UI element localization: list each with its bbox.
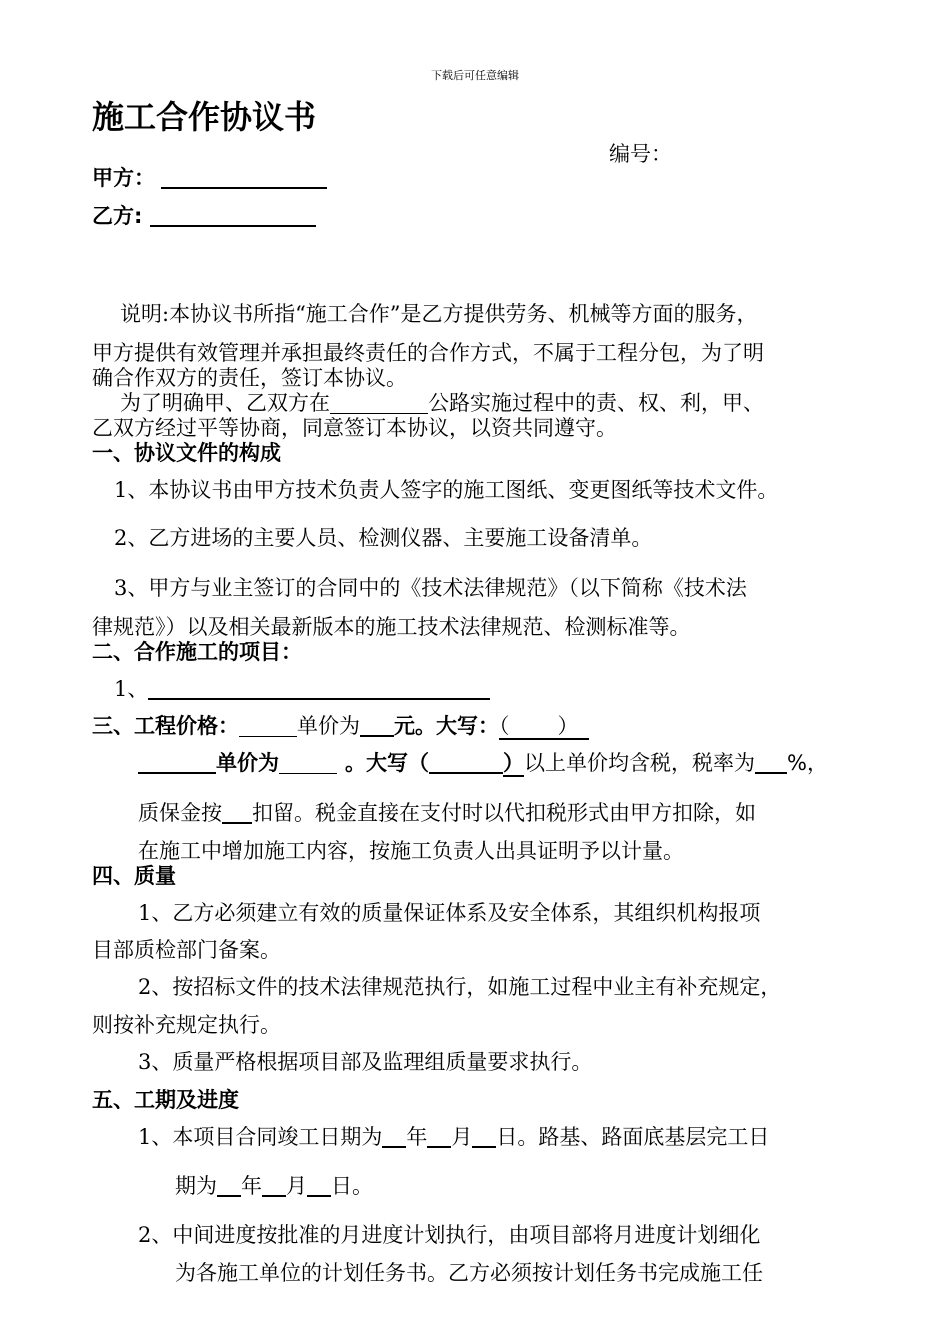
daxie-2-label: 。大写（ [345, 751, 429, 775]
party-a-label: 甲方： [92, 166, 155, 190]
daxie-2-rparen: ） [503, 751, 524, 775]
party-a-line [92, 162, 327, 192]
daxie-2-blank [429, 752, 503, 774]
tax-rate-text: 以上单价均含税，税率为 [524, 751, 755, 775]
section-1-item-2: 2、乙方进场的主要人员、检测仪器、主要施工设备清单。 [114, 526, 653, 550]
retention-label: 质保金按 [138, 801, 222, 825]
number-label: 编号： [609, 142, 672, 166]
intro-line-2: 甲方提供有效管理并承担最终责任的合作方式，不属于工程分包，为了明 [92, 341, 764, 365]
section-5-item-2a: 2、中间进度按批准的月进度计划执行，由项目部将月进度计划细化 [138, 1223, 761, 1247]
section-2-heading: 二、合作施工的项目： [92, 640, 302, 664]
unit-price-label: 单价为 [297, 714, 360, 738]
section-5-heading: 五、工期及进度 [92, 1088, 239, 1112]
section-1-item-3b: 律规范》）以及相关最新版本的施工技术法律规范、检测标准等。 [92, 615, 691, 639]
section-3-line-3 [138, 797, 756, 827]
section-4-item-1b: 目部质检部门备案。 [92, 938, 281, 962]
section-1-item-3a: 3、甲方与业主签订的合同中的《技术法律规范》（以下简称《技术法 [114, 576, 747, 600]
party-b-label: 乙方: [92, 204, 143, 228]
price-item-blank [239, 716, 297, 737]
retention-blank [222, 802, 252, 824]
section-1-heading: 一、协议文件的构成 [92, 441, 281, 465]
section-3-line-2 [138, 747, 828, 777]
daxie-blank: （ ） [499, 714, 589, 740]
section-4-item-1a: 1、乙方必须建立有效的质量保证体系及安全体系，其组织机构报项 [138, 901, 761, 925]
document-title: 施工合作协议书 [92, 98, 317, 136]
intro-line-1: 说明:本协议书所指“施工合作”是乙方提供劳务、机械等方面的服务， [120, 302, 758, 326]
section-4-item-2a: 2、按招标文件的技术法律规范执行，如施工过程中业主有补充规定， [138, 975, 782, 999]
subbase-date-label: 。路基、路面底基层完工日 [517, 1125, 770, 1149]
section-3-line-4: 在施工中增加施工内容，按施工负责人出具证明予以计量。 [138, 839, 684, 863]
section-2-item-1 [114, 673, 490, 703]
completion-date-label: 1、本项目合同竣工日期为 [138, 1125, 383, 1149]
section-3-heading: 三、工程价格： [92, 714, 239, 738]
intro-line-4-end: 公路实施过程中的责、权、利，甲、 [428, 391, 764, 415]
day-blank [472, 1126, 496, 1148]
yuan-daxie-label: 元。大写： [394, 714, 499, 738]
section-5-item-2b: 为各施工单位的计划任务书。乙方必须按计划任务书完成施工任 [175, 1261, 763, 1285]
road-name-blank [330, 393, 428, 414]
project-blank [148, 678, 490, 700]
intro-line-4-start: 为了明确甲、乙双方在 [120, 391, 330, 415]
intro-line-3: 确合作双方的责任，签订本协议。 [92, 366, 407, 390]
unit-price-2-blank [279, 753, 337, 774]
section-5-item-1b: 期为 年 月 日。 [175, 1174, 373, 1198]
day-blank-2 [307, 1175, 331, 1197]
month-blank [427, 1126, 451, 1148]
month-blank-2 [262, 1175, 286, 1197]
section-1-item-1: 1、本协议书由甲方技术负责人签字的施工图纸、变更图纸等技术文件。 [114, 478, 779, 502]
section-4-item-3: 3、质量严格根据项目部及监理组质量要求执行。 [138, 1050, 593, 1074]
section-4-item-2b: 则按补充规定执行。 [92, 1013, 281, 1037]
section-5-item-1a: 1、本项目合同竣工日期为 年 月 日。路基、路面底基层完工日 [138, 1125, 770, 1149]
section-3-line-1 [92, 710, 589, 740]
section-2-item-1-label: 1、 [114, 677, 149, 701]
page-header: 下载后可任意编辑 [431, 69, 519, 82]
party-b-blank [150, 205, 316, 227]
retention-text: 扣留。税金直接在支付时以代扣税形式由甲方扣除，如 [252, 801, 756, 825]
party-a-blank [161, 167, 327, 189]
year-blank [382, 1126, 406, 1148]
price-item-2-blank [138, 752, 216, 774]
intro-line-5: 乙双方经过平等协商，同意签订本协议，以资共同遵守。 [92, 416, 617, 440]
unit-price-blank [360, 715, 394, 737]
percent-sign: %， [787, 751, 828, 775]
unit-price-2-label: 单价为 [216, 751, 279, 775]
section-4-heading: 四、质量 [92, 864, 176, 888]
tax-rate-blank [755, 752, 787, 774]
party-b-line [92, 200, 316, 230]
year-blank-2 [217, 1175, 241, 1197]
